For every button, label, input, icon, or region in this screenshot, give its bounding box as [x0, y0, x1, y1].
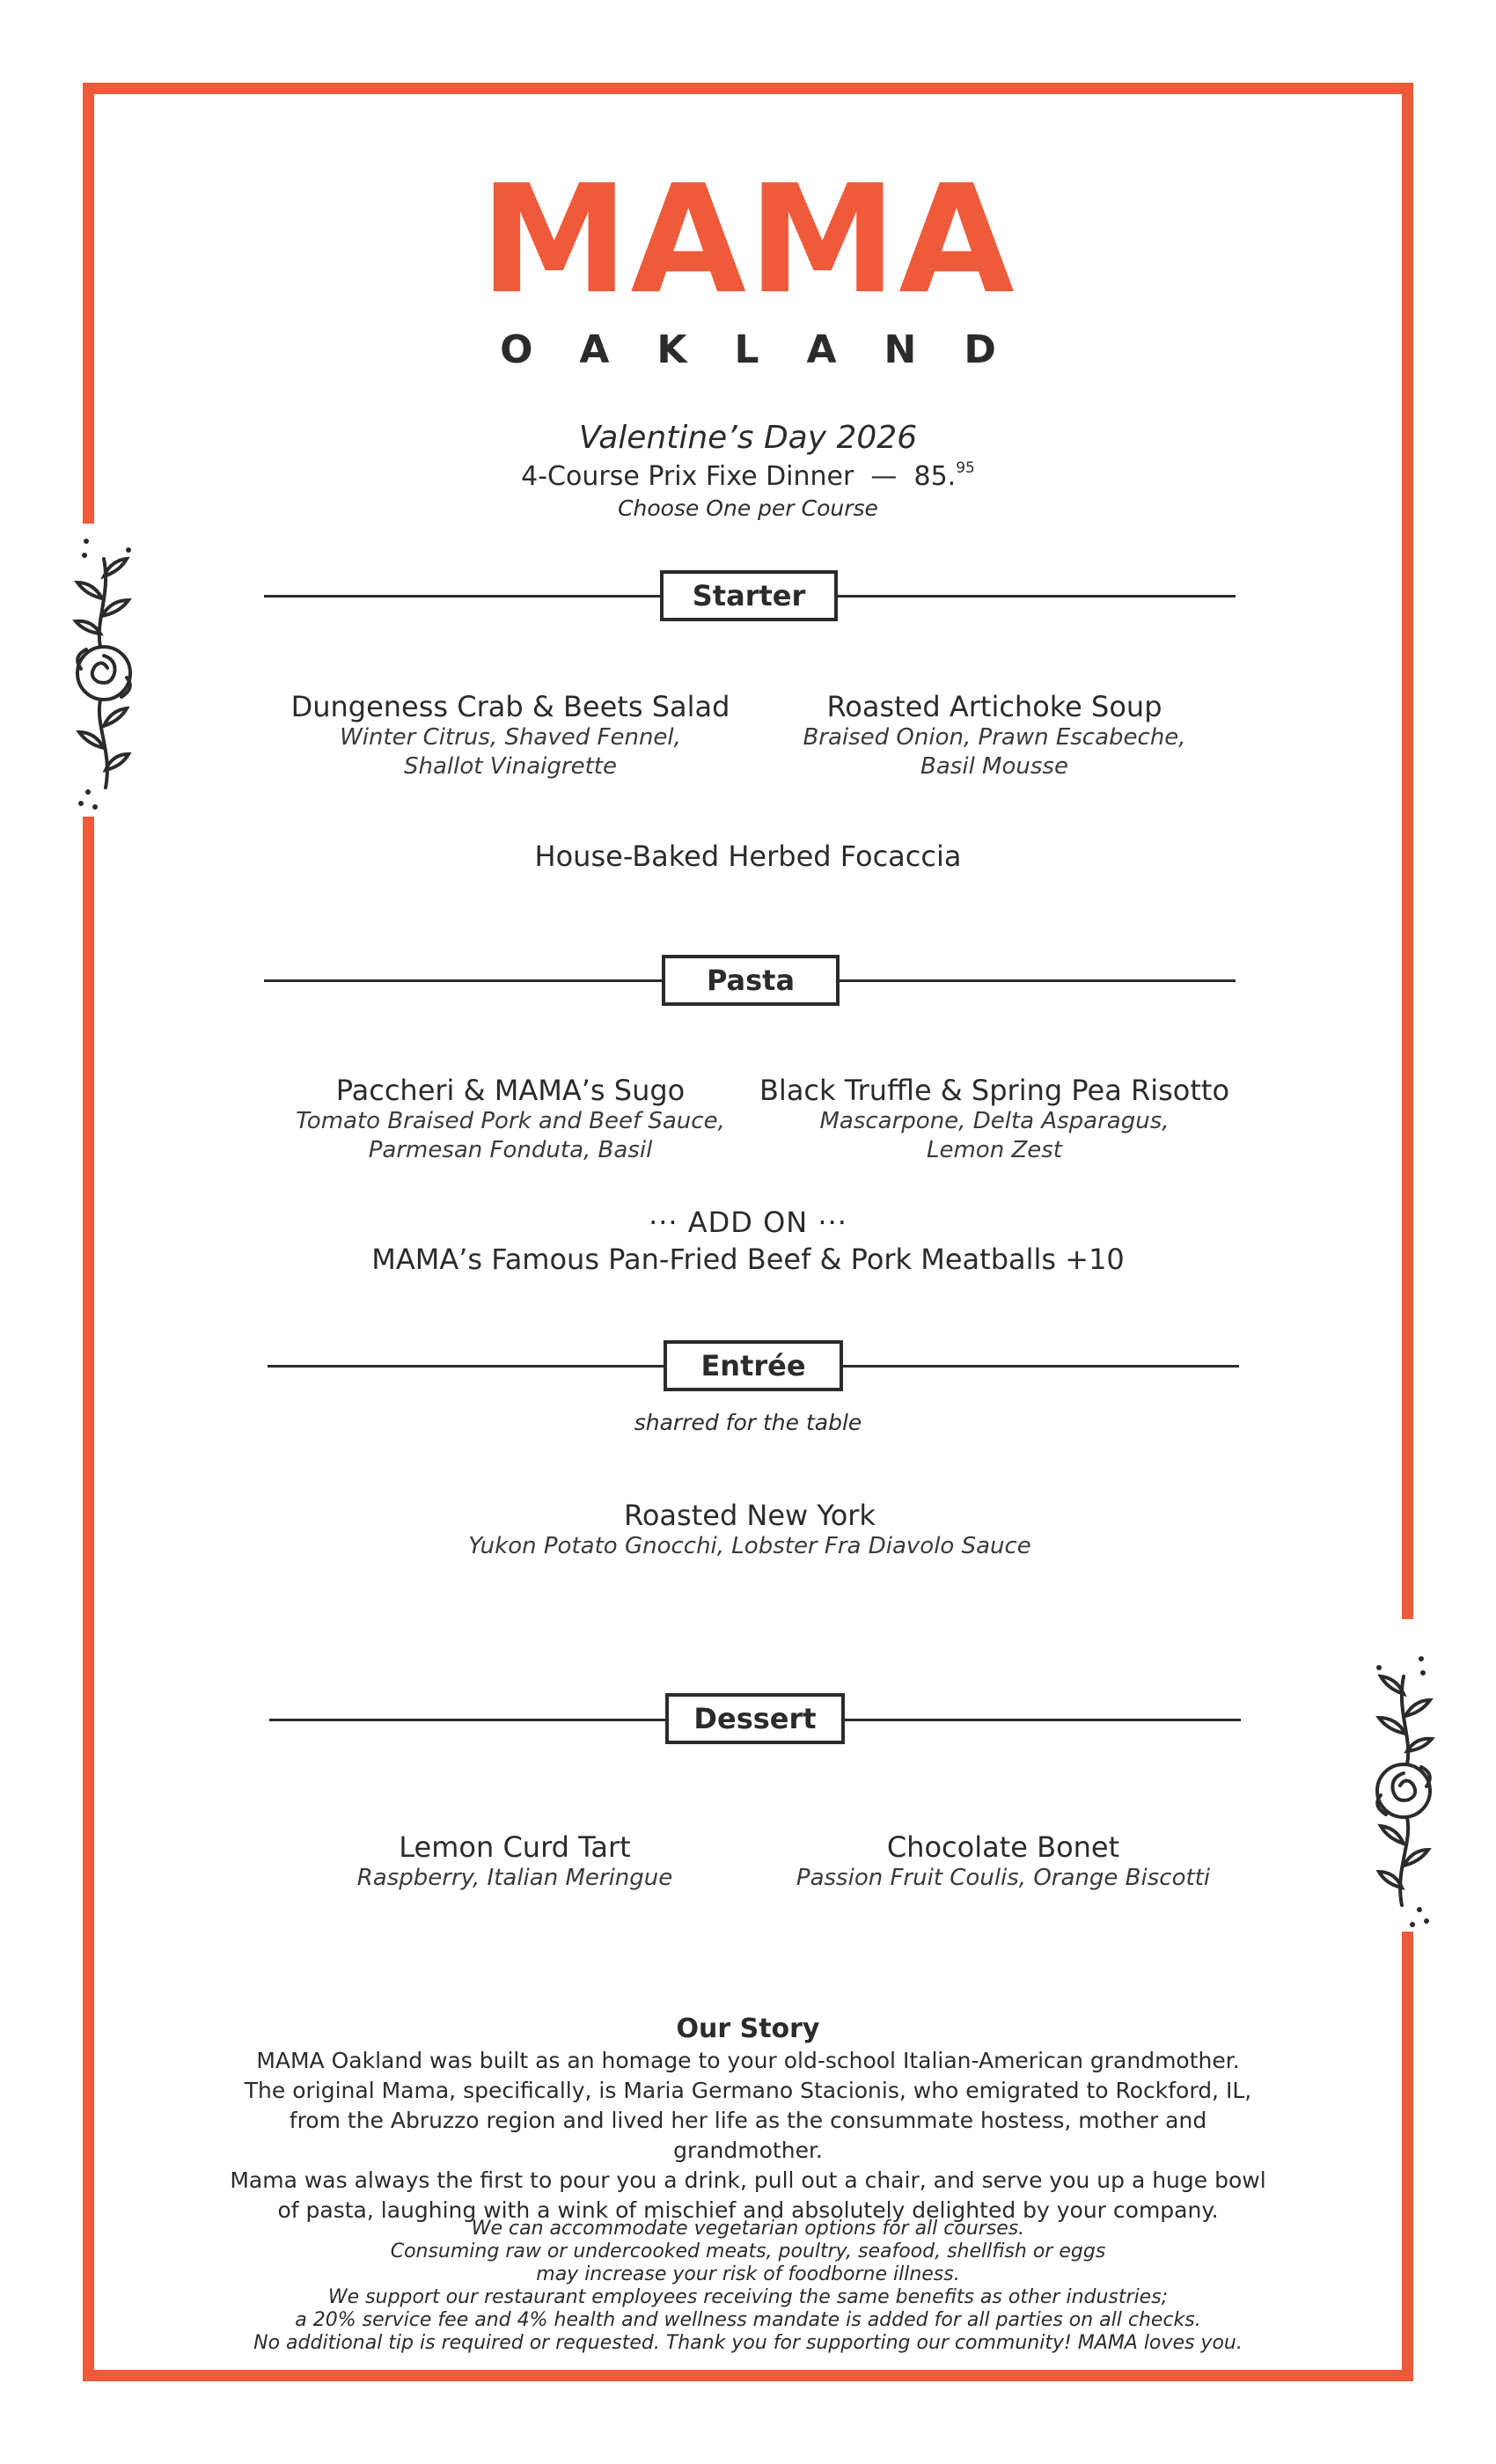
dish-item: [264, 1499, 1236, 1561]
dish-description: Braised Onion, Prawn Escabeche,: [803, 724, 1186, 751]
dish-item: [264, 1074, 757, 1165]
dish-item: [268, 1830, 761, 1893]
dish-description: Tomato Braised Pork and Beef Sauce,: [296, 1108, 725, 1134]
section-title-dessert: Dessert: [665, 1693, 845, 1744]
dish-description: Lemon Zest: [926, 1137, 1062, 1163]
fine-print: [220, 2218, 1276, 2355]
prix-fixe-price: [0, 459, 1496, 492]
dish-name: Roasted Artichoke Soup: [826, 690, 1162, 723]
dish-item: [748, 1074, 1241, 1165]
section-title-pasta: Pasta: [662, 955, 840, 1006]
rose-vine-icon: [1360, 1641, 1439, 1932]
note-line: a 20% service fee and 4% health and wellness mandate is added for all parties on all checks.: [295, 2309, 1201, 2331]
dish-description: Basil Mousse: [920, 753, 1068, 780]
dish-description: Raspberry, Italian Meringue: [356, 1865, 673, 1891]
dish-name: Roasted New York: [624, 1499, 876, 1532]
story-line: of pasta, laughing with a wink of mischief and absolutely delighted by your company.: [277, 2197, 1219, 2223]
dish-item: [748, 690, 1241, 781]
bread-service: House-Baked Herbed Focaccia: [534, 840, 962, 873]
dish-description: Yukon Potato Gnocchi, Lobster Fra Diavolo Sauce: [468, 1533, 1031, 1559]
story-title: Our Story: [676, 2013, 820, 2044]
story-paragraph: [220, 2046, 1276, 2226]
section-title-starter: Starter: [660, 570, 838, 621]
section-title-entree: Entrée: [664, 1340, 843, 1391]
dish-description: Passion Fruit Coulis, Orange Biscotti: [796, 1865, 1211, 1891]
price-cents: 95: [956, 459, 975, 477]
note-line: may increase your risk of foodborne illness.: [536, 2263, 960, 2285]
dish-name: Dungeness Crab & Beets Salad: [290, 690, 730, 723]
sharing-note: sharred for the table: [634, 1410, 862, 1435]
add-on-label: ··· ADD ON ···: [649, 1206, 847, 1239]
story-line: Mama was always the first to pour you a drink, pull out a chair, and serve you up a huge bowl: [230, 2167, 1266, 2193]
add-on-item: MAMA’s Famous Pan-Fried Beef & Pork Meatballs +10: [371, 1243, 1125, 1276]
story-line: from the Abruzzo region and lived her life as the consummate hostess, mother and grandmother.: [289, 2108, 1207, 2163]
rose-vine-icon: [69, 524, 148, 814]
occasion-title: Valentine’s Day 2026: [578, 420, 918, 456]
prix-fixe-text: 4-Course Prix Fixe Dinner — 85.: [521, 461, 957, 492]
dish-item: [757, 1830, 1250, 1893]
story-line: MAMA Oakland was built as an homage to your old-school Italian-American grandmother.: [256, 2048, 1240, 2073]
dish-description: Mascarpone, Delta Asparagus,: [819, 1108, 1170, 1134]
note-line: No additional tip is required or requested. Thank you for supporting our community! MAMA loves you.: [253, 2332, 1243, 2354]
dish-name: Chocolate Bonet: [886, 1830, 1120, 1864]
restaurant-logo: MAMA: [480, 153, 1016, 327]
dish-item: [264, 690, 757, 781]
dish-name: Paccheri & MAMA’s Sugo: [335, 1074, 686, 1107]
location-name: OAKLAND: [500, 327, 1044, 372]
note-line: We can accommodate vegetarian options for all courses.: [471, 2218, 1025, 2240]
dish-description: Winter Citrus, Shaved Fennel,: [340, 724, 681, 751]
course-instruction: Choose One per Course: [618, 495, 878, 521]
dish-name: Lemon Curd Tart: [399, 1830, 631, 1864]
dish-description: Shallot Vinaigrette: [404, 753, 617, 780]
dish-name: Black Truffle & Spring Pea Risotto: [759, 1074, 1230, 1107]
note-line: We support our restaurant employees receiving the same benefits as other industries;: [327, 2286, 1169, 2308]
note-line: Consuming raw or undercooked meats, poultry, seafood, shellfish or eggs: [390, 2240, 1106, 2262]
story-line: The original Mama, specifically, is Maria Germano Stacionis, who emigrated to Rockford, IL,: [244, 2078, 1252, 2103]
dish-description: Parmesan Fonduta, Basil: [368, 1137, 653, 1163]
